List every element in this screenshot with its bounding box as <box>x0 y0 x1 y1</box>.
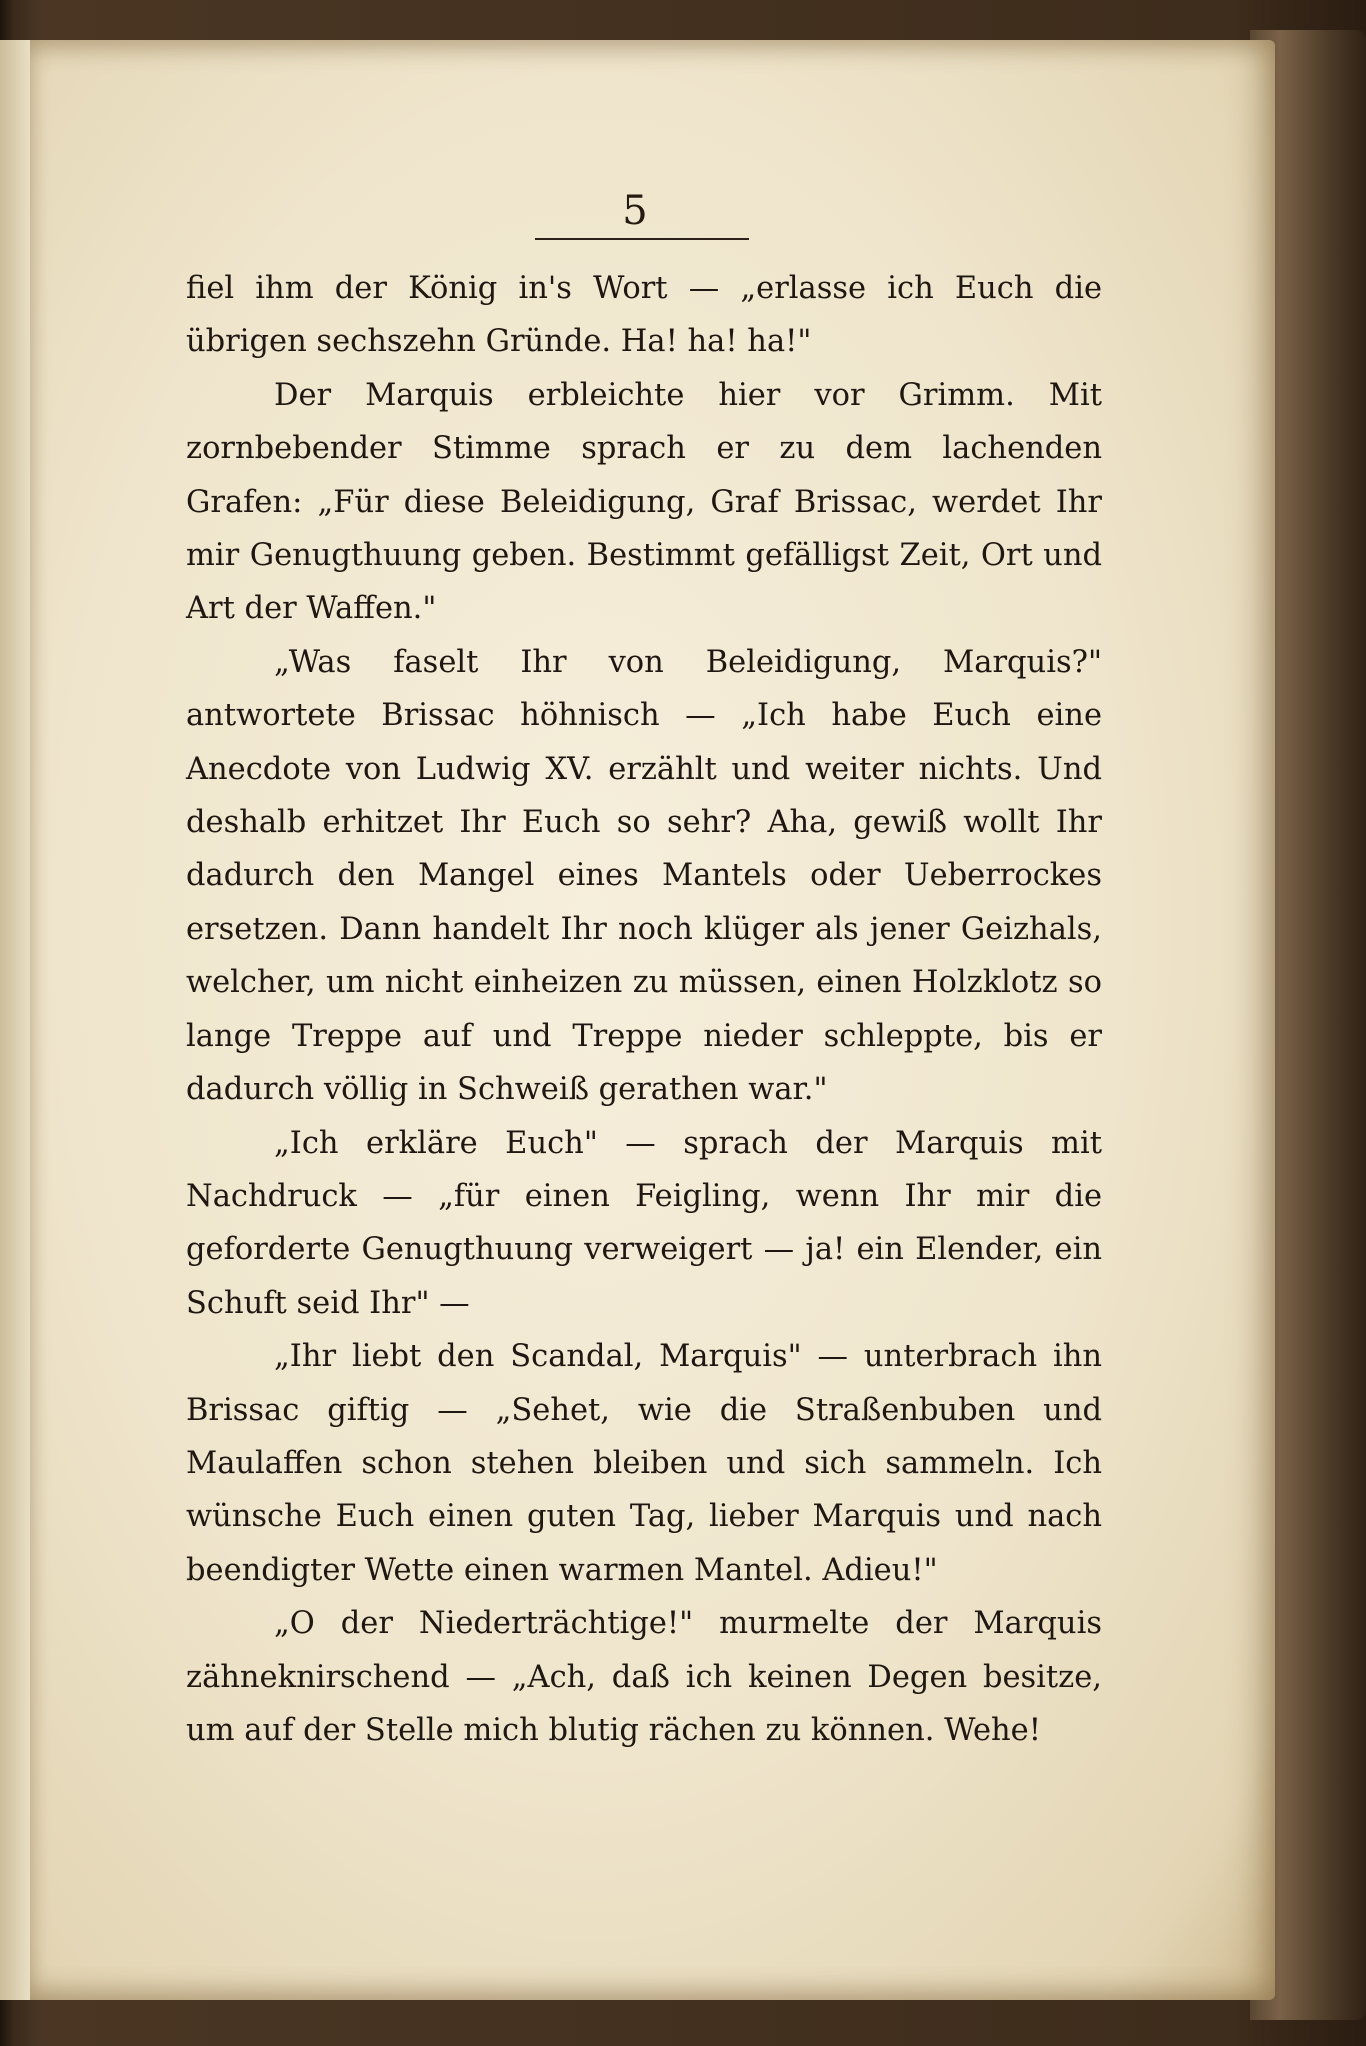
paragraph: „O der Niederträchtige!" murmelte der Marquis zähneknirschend — „Ach, daß ich keinen Degen besitze, um auf der Stelle mich blutig rächen zu können. Wehe! <box>186 1606 1102 1748</box>
paragraph: fiel ihm der König in's Wort — „erlasse ich Euch die übrigen sechszehn Gründe. Ha! ha! ha!" <box>186 271 1102 360</box>
left-page-edge <box>0 40 32 2000</box>
page-number: 5 <box>622 188 648 234</box>
header-rule <box>535 238 749 240</box>
paragraph: „Ihr liebt den Scandal, Marquis" — unterbrach ihn Brissac giftig — „Sehet, wie die Straßenbuben und Maulaffen schon stehen bleiben und sich sammeln. Ich wünsche Euch einen guten Tag, lieber Marquis und nach beendigter Wette einen warmen Mantel. Adieu!" <box>186 1339 1102 1588</box>
paragraph: „Ich erkläre Euch" — sprach der Marquis mit Nachdruck — „für einen Feigling, wenn Ihr mir die geforderte Genugthuung verweigert — ja! ein Elender, ein Schuft seid Ihr" — <box>186 1125 1102 1321</box>
paragraph: „Was faselt Ihr von Beleidigung, Marquis?" antwortete Brissac höhnisch — „Ich habe Euch eine Anecdote von Ludwig XV. erzählt und weiter nichts. Und deshalb erhitzet Ihr Euch so sehr? Aha, gewiß wollt Ihr dadurch den Mangel eines Mantels oder Ueberrockes ersetzen. Dann handelt Ihr noch klüger als jener Geizhals, welcher, um nicht einheizen zu müssen, einen Holzklotz so lange Treppe auf und Treppe nieder schleppte, bis er dadurch völlig in Schweiß gerathen war." <box>186 644 1102 1108</box>
book-page <box>30 40 1275 2000</box>
body-text <box>186 262 1102 1757</box>
paragraph: Der Marquis erbleichte hier vor Grimm. Mit zornbebender Stimme sprach er zu dem lachenden Grafen: „Für diese Beleidigung, Graf Brissac, werdet Ihr mir Genugthuung geben. Bestimmt gefälligst Zeit, Ort und Art der Waffen." <box>186 377 1102 627</box>
